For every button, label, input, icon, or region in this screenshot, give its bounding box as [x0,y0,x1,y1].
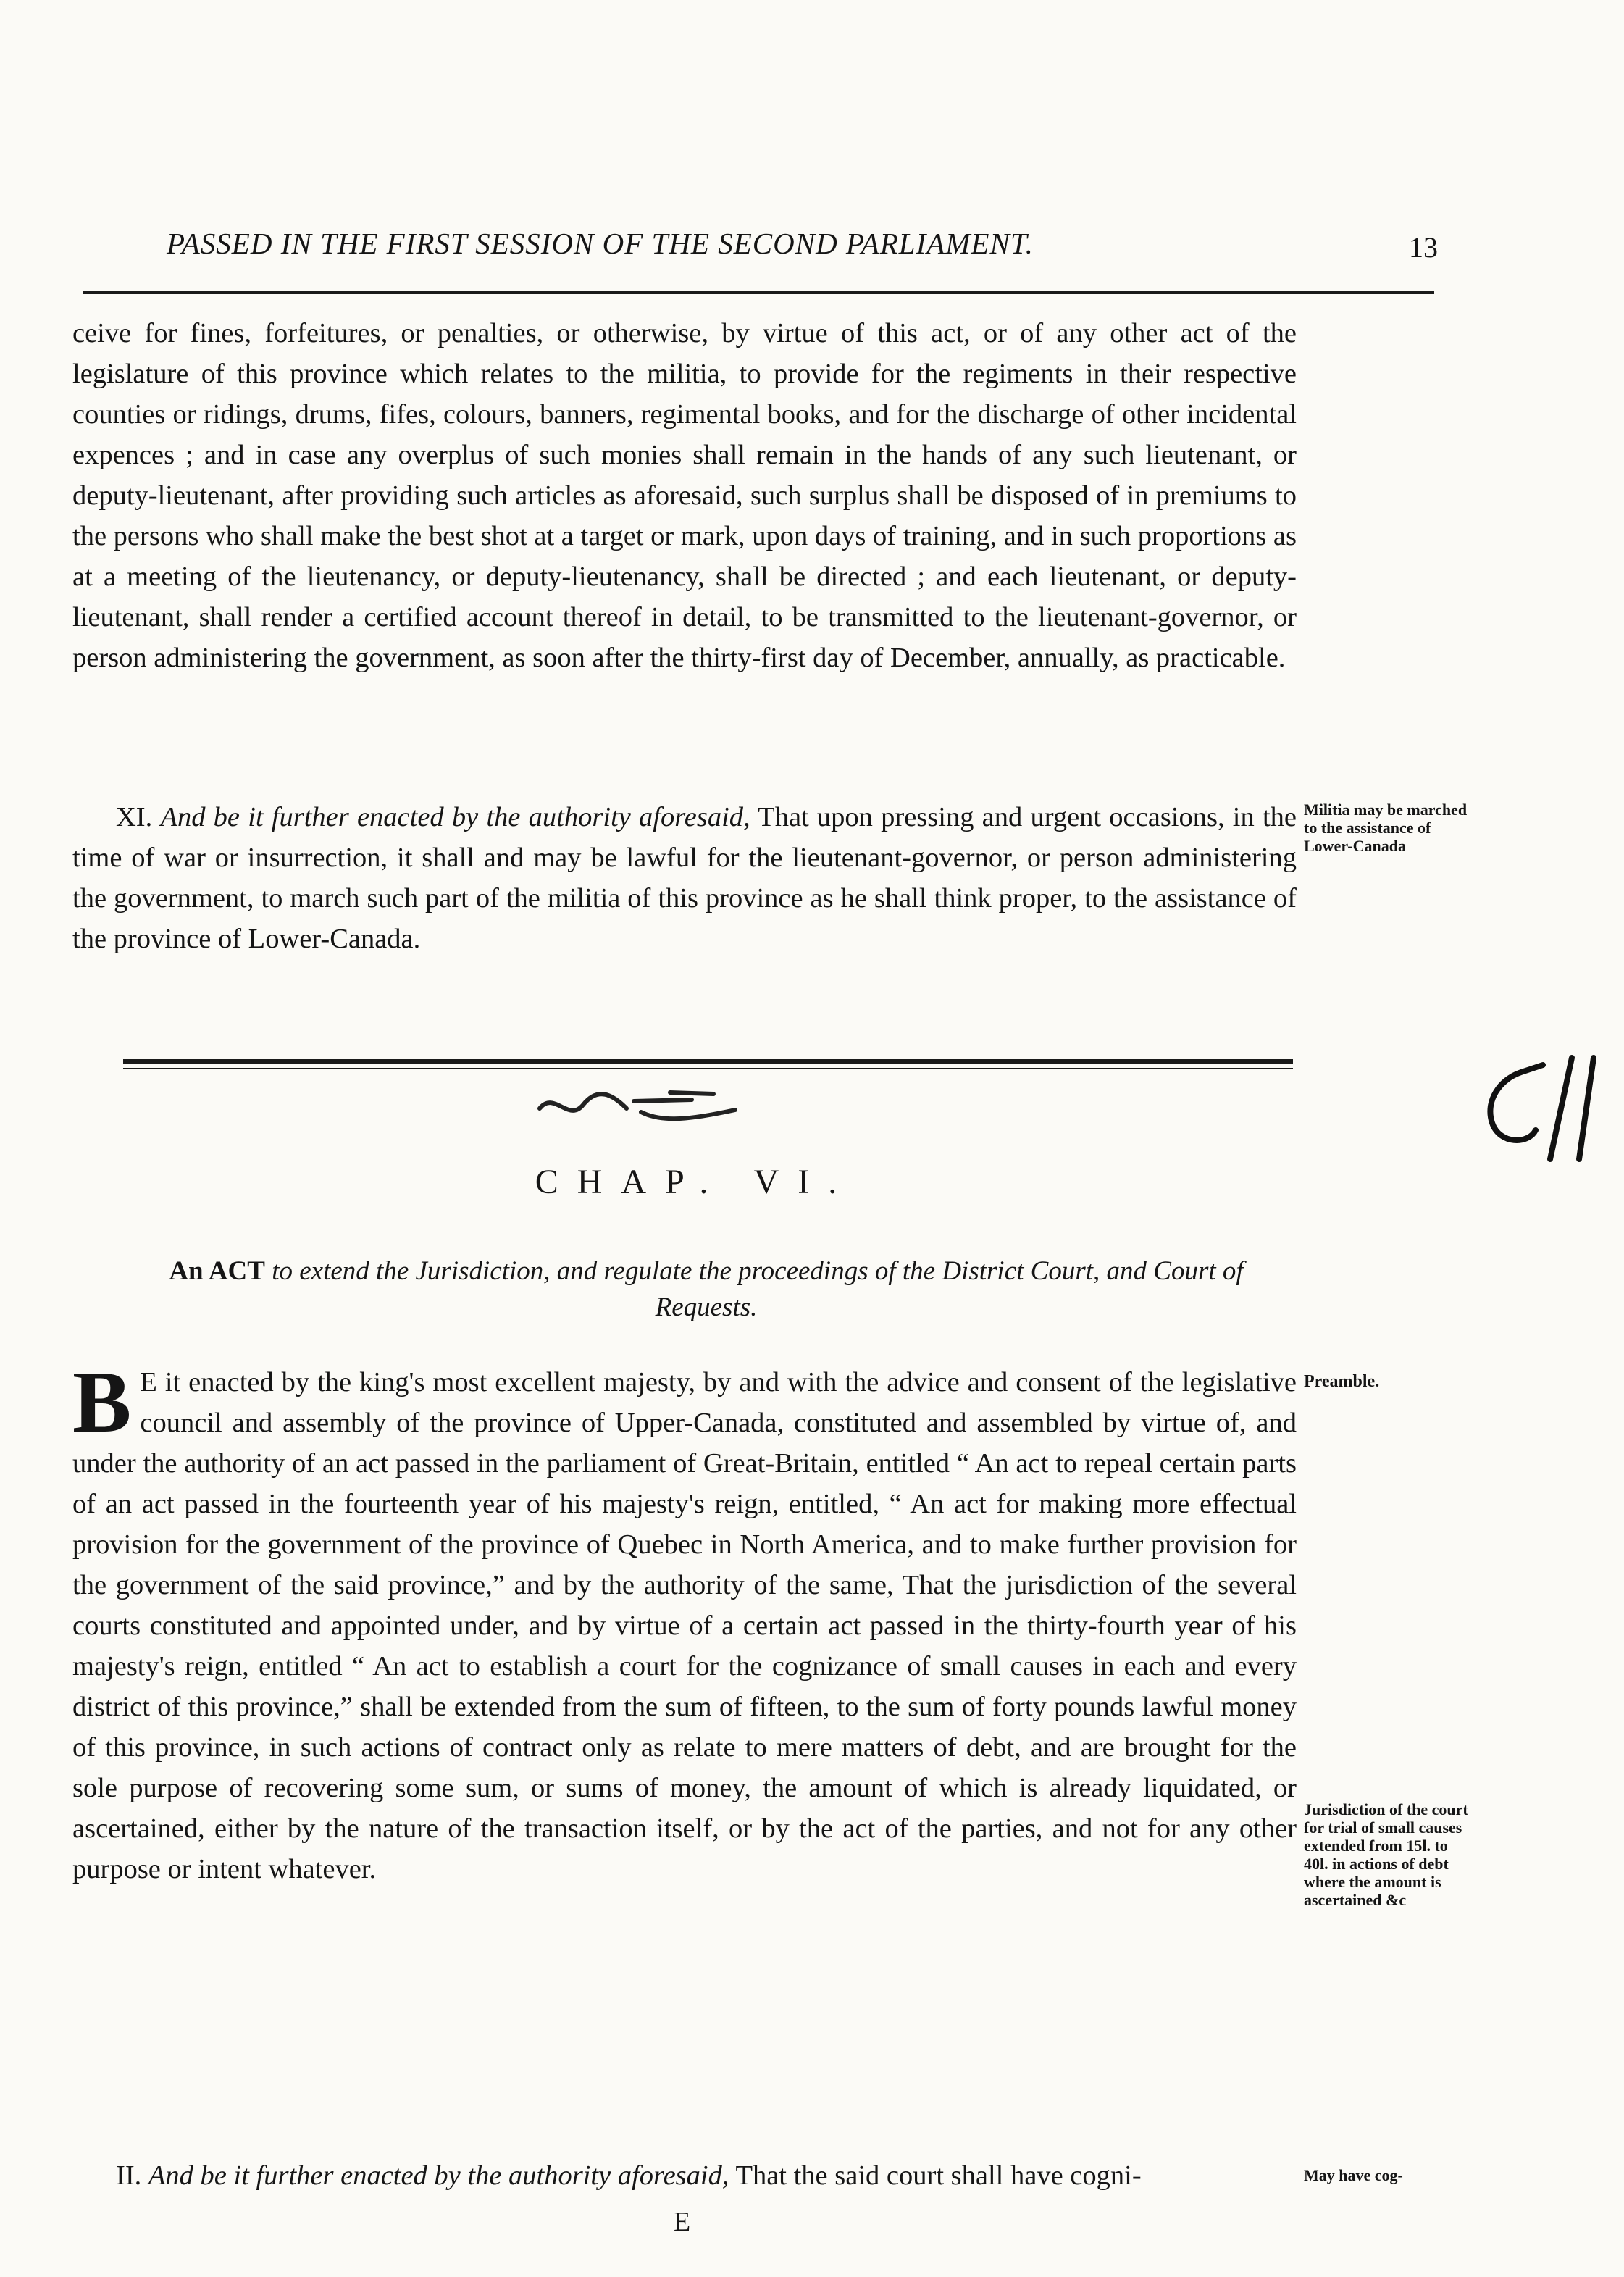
running-title: PASSED IN THE FIRST SESSION OF THE SECOND PARLIAMENT. [167,227,1034,260]
margin-note-militia: Militia may be marched to the assistance of Lower-Canada [1304,801,1468,855]
section-xi-number: XI. [116,802,153,832]
section-xi-lead: And be it further enacted by the authority aforesaid, [160,802,750,832]
act-title [130,1253,1282,1326]
section-preamble [72,1353,1297,1889]
section-x-text: ceive for fines, forfeitures, or penalties, or otherwise, by virtue of this act, or of any other act of the legislature of this province which relates to the militia, to provide for the regiments in their respective counties or ridings, drums, fifes, colours, banners, regimental books, and for the discharge of other incidental expences ; and in case any overplus of such monies shall remain in the hands of any such lieutenant, or deputy-lieutenant, after providing such articles as aforesaid, such surplus shall be disposed of in premiums to the persons who shall make the best shot at a target or mark, upon days of training, and in such proportions as at a meeting of the lieutenancy, or deputy-lieutenancy, shall be directed ; and each lieutenant, or deputy-lieutenant, shall render a certified account thereof in detail, to be transmitted to the lieutenant-governor, or person administering the government, as soon after the thirty-first day of December, annually, as practicable. [72,318,1297,673]
margin-note-preamble: Preamble. [1304,1372,1380,1391]
preamble-text: E it enacted by the king's most excellent majesty, by and with the advice and consent of the legislative council and assembly of the province of Upper-Canada, constituted and assembled by virtue of, and under the authority of an act passed in the parliament of Great-Britain, entitled “ An act to repeal certain parts of an act passed in the fourteenth year of his majesty's reign, entitled, “ An act for making more effectual provision for the government of the province of Quebec in North America, and to make further provision for the government of the said province,” and by the authority of the same, That the jurisdiction of the several courts constituted and appointed under, and by virtue of a certain act passed in the thirty-fourth year of his majesty's reign, entitled “ An act to establish a court for the cognizance of small causes in each and every district of this province,” shall be extended from the sum of fifteen, to the sum of forty pounds lawful money of this province, in such actions of contract only as relate to mere matters of debt, and are brought for the sole purpose of recovering some sum, or sums of money, the amount of which is already liquidated, or ascertained, either by the nature of the transaction itself, or by the act of the parties, and not for any other purpose or intent whatever. [72,1367,1297,1884]
header-rule [83,291,1434,294]
signature-mark: E [674,2207,691,2237]
chapter-rule [123,1059,1293,1064]
section-ii-text: That the said court shall have cogni- [735,2160,1142,2191]
chapter-heading: CHAP. VI. [535,1163,856,1201]
section-ii [72,2155,1297,2196]
section-ii-number: II. [116,2160,142,2191]
section-ii-lead: And be it further enacted by the authority aforesaid, [148,2160,729,2191]
act-title-text: to extend the Jurisdiction, and regulate the proceedings of the District Court, and Court of Requests. [272,1256,1244,1322]
margin-note-jurisdiction: Jurisdiction of the court for trial of small causes extended from 15l. to 40l. in actions of debt where the amount is ascertained &c [1304,1800,1468,1909]
section-x-continuation [72,313,1297,678]
chapter-rule-thin [123,1068,1293,1069]
running-header [167,226,1456,261]
margin-note-cognizance: May have cog- [1304,2166,1403,2184]
printer-ornament-icon [532,1079,750,1130]
dropcap-letter: B [72,1353,132,1451]
page-number: 13 [1409,231,1438,264]
act-word: An ACT [169,1256,265,1286]
manuscript-page-mark-icon [1470,1050,1615,1166]
section-xi [72,797,1297,959]
section-xi-text: That upon pressing and urgent occasions, in the time of war or insurrection, it shall and may be lawful for the lieutenant-governor, or person administering the government, to march such part of the militia of this province as he shall think proper, to the assistance of the province of Lower-Canada. [72,802,1297,954]
